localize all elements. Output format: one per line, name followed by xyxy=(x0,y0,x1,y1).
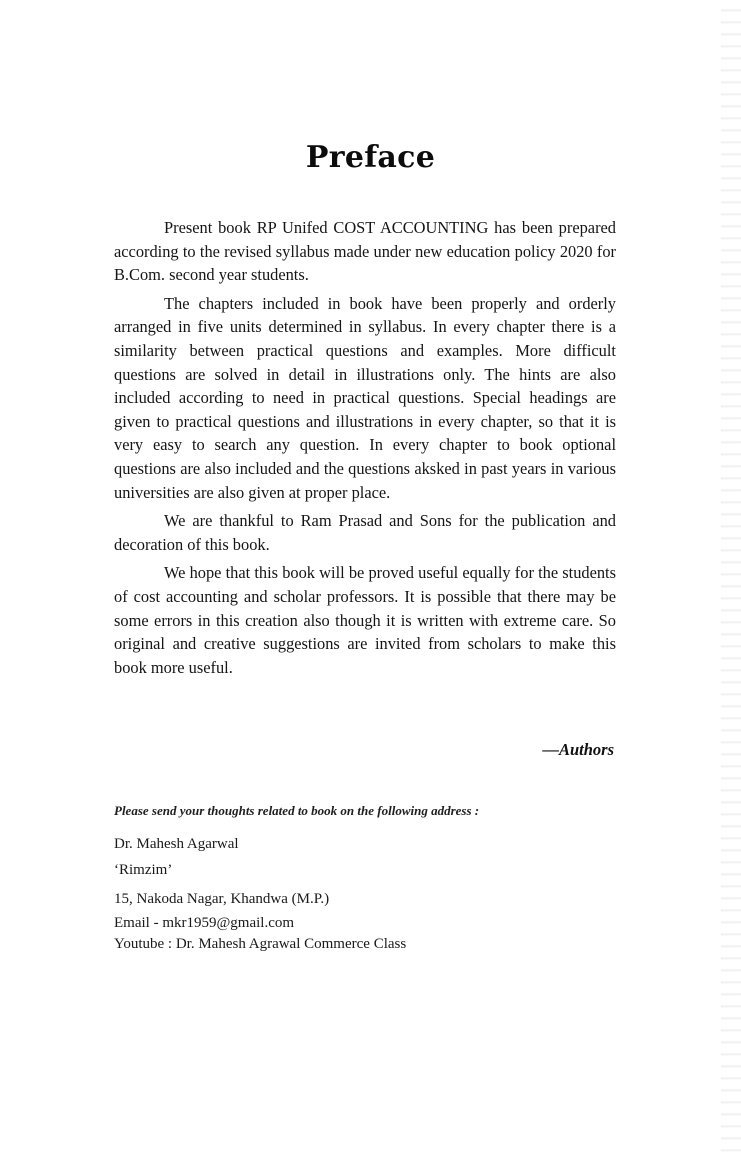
preface-body xyxy=(114,216,616,684)
authors-signature: —Authors xyxy=(542,740,614,759)
address-note: Please send your thoughts related to book on the following address : xyxy=(114,803,480,818)
scan-edge-speckle xyxy=(721,0,741,1152)
paragraph-thanks: We are thankful to Ram Prasad and Sons for the publication and decoration of this book. xyxy=(114,511,616,554)
address-email: Email - mkr1959@gmail.com xyxy=(114,915,295,931)
paragraph-intro: Present book RP Unifed COST ACCOUNTING has been prepared according to the revised syllabus made under new education policy 2020 for B.Com. second year students. xyxy=(114,218,616,285)
page-title: Preface xyxy=(305,140,436,175)
paragraph-chapters: The chapters included in book have been properly and orderly arranged in five units determined in syllabus. In every chapter there is a similarity between practical questions and examples. More difficult questions are solved in detail in illustrations only. The hints are also included according to need in practical questions. Special headings are given to practical questions and illustrations in every chapter, so that it is very easy to search any question. In every chapter to book optional questions are also included and the questions aksked in past years in various universities are also given at proper place. xyxy=(114,293,616,502)
address-house: ‘Rimzim’ xyxy=(114,862,173,878)
address-street: 15, Nakoda Nagar, Khandwa (M.P.) xyxy=(114,891,330,907)
paragraph-hope: We hope that this book will be proved useful equally for the students of cost accounting and scholar professors. It is possible that there may be some errors in this creation also though it is written with extreme care. So original and creative suggestions are invited from scholars to make this book more useful. xyxy=(114,563,616,677)
address-name: Dr. Mahesh Agarwal xyxy=(114,836,239,852)
address-youtube: Youtube : Dr. Mahesh Agrawal Commerce Class xyxy=(114,936,407,952)
